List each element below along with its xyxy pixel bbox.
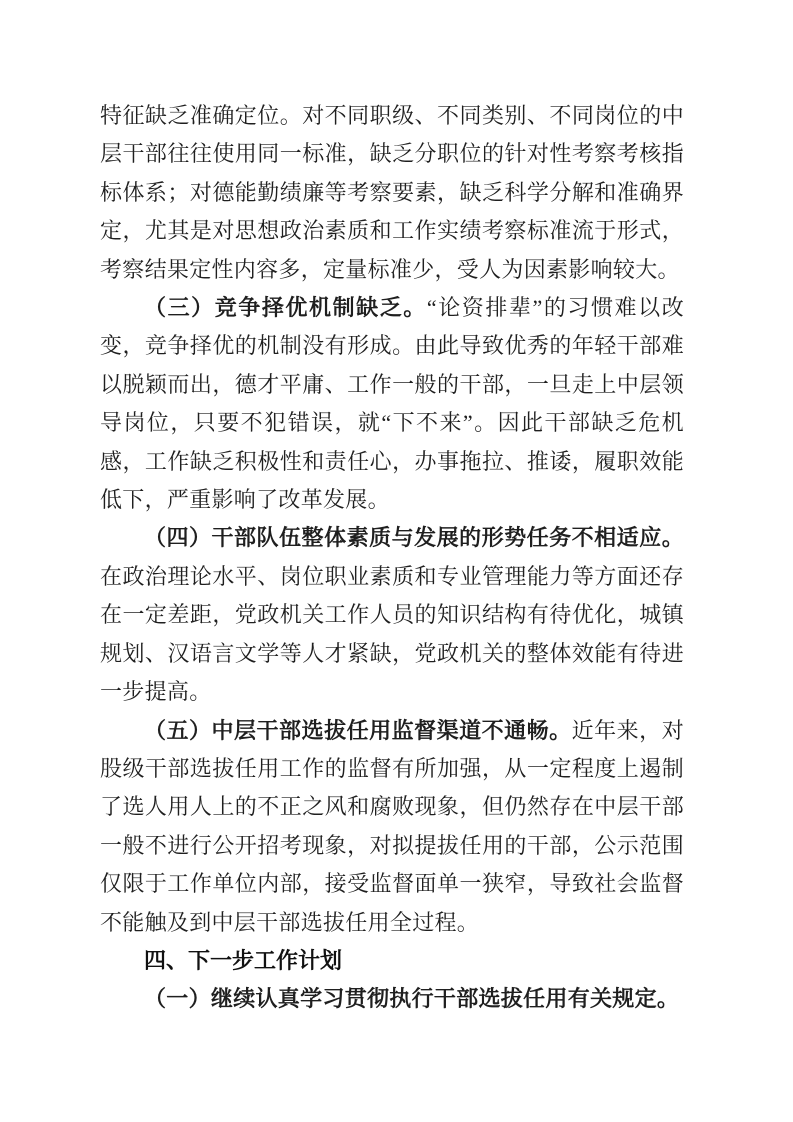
- paragraph-item-5: [100, 712, 684, 942]
- paragraph-next-section-lead: [100, 980, 684, 1018]
- paragraph-text: 特征缺乏准确定位。对不同职级、不同类别、不同岗位的中层干部往往使用同一标准，缺乏分职位的针对性考察考核指标体系；对德能勤绩廉等考察要素，缺乏科学分解和准确界定，尤其是对思想政治素质和工作实绩考察标准流于形式，考察结果定性内容多，定量标准少，受人为因素影响较大。: [100, 103, 684, 282]
- paragraph-lead: （一）继续认真学习贯彻执行干部选拔任用有关规定。: [144, 986, 680, 1012]
- paragraph-lead: （五）中层干部选拔任用监督渠道不通畅。: [144, 717, 572, 743]
- paragraph-text: 近年来，对股级干部选拔任用工作的监督有所加强，从一定程度上遏制了选人用人上的不正之风和腐败现象，但仍然存在中层干部一般不进行公开招考现象，对拟提拔任用的干部，公示范围仅限于工作单位内部，接受监督面单一狭窄，导致社会监督不能触及到中层干部选拔任用全过程。: [100, 717, 684, 935]
- paragraph-item-3: [100, 289, 684, 519]
- paragraph-text: “论资排辈”的习惯难以改变，竞争择优的机制没有形成。由此导致优秀的年轻干部难以脱颖而出，德才平庸、工作一般的干部，一旦走上中层领导岗位，只要不犯错误，就“下不来”。因此干部缺乏危机感，工作缺乏积极性和责任心，办事拖拉、推诿，履职效能低下，严重影响了改革发展。: [100, 295, 684, 513]
- paragraph-lead: （四）干部队伍整体素质与发展的形势任务不相适应。: [144, 525, 684, 551]
- section-heading: 四、下一步工作计划: [144, 947, 343, 973]
- paragraph-item-4: [100, 519, 684, 711]
- paragraph-continuation: [100, 97, 684, 289]
- paragraph-text: 在政治理论水平、岗位职业素质和专业管理能力等方面还存在一定差距，党政机关工作人员的知识结构有待优化，城镇规划、汉语言文学等人才紧缺，党政机关的整体效能有待进一步提高。: [100, 563, 684, 705]
- paragraph-lead: （三）竞争择优机制缺乏。: [144, 295, 427, 321]
